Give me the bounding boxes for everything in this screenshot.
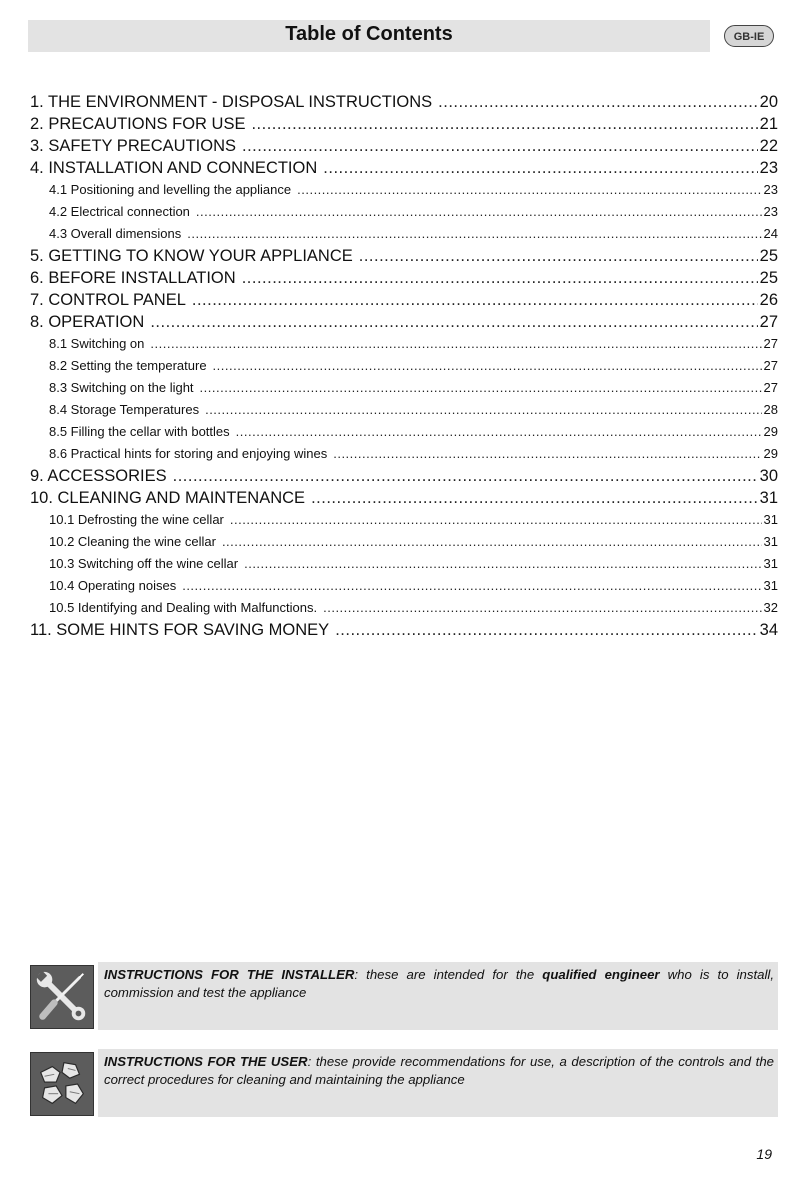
toc-entry [30,333,778,355]
toc-entry-title: 10.3 Switching off the wine cellar [49,556,239,571]
toc-entry [30,267,778,289]
toc-entry-title: 8.5 Filling the cellar with bottles [49,424,230,439]
toc-leader-dots [244,553,761,575]
toc-entry-title: 9. ACCESSORIES [30,467,167,485]
toc-entry [30,553,778,575]
toc-entry-title: 8.4 Storage Temperatures [49,402,200,417]
toc-entry-title: 10.1 Defrosting the wine cellar [49,512,224,527]
toc-entry-page: 31 [759,489,778,507]
installer-text-b: who is to install, commission and test the appliance [104,967,775,1000]
toc-entry [30,597,778,619]
toc-entry [30,619,778,641]
toc-leader-dots [200,377,762,399]
toc-leader-dots [359,245,758,267]
installer-instructions-box [98,962,778,1030]
toc-entry-title: 8. OPERATION [30,313,145,331]
toc-entry [30,421,778,443]
toc-leader-dots [333,443,761,465]
toc-entry-page: 21 [759,115,778,133]
toc-leader-dots [242,135,758,157]
toc-entry-title: 10.5 Identifying and Dealing with Malfunctions. [49,600,318,615]
toc-entry-title: 8.1 Switching on [49,336,145,351]
toc-entry-page: 31 [763,556,778,571]
toc-entry-title: 6. BEFORE INSTALLATION [30,269,236,287]
language-badge: GB-IE [724,25,774,47]
toc-entry-page: 29 [763,446,778,461]
toc-entry [30,201,778,223]
toc-entry-page: 30 [759,467,778,485]
toc-leader-dots [311,487,758,509]
toc-leader-dots [242,267,758,289]
toc-entry [30,179,778,201]
toc-entry-page: 23 [763,204,778,219]
user-instructions-box [98,1049,778,1117]
toc-entry-title: 2. PRECAUTIONS FOR USE [30,115,246,133]
toc-entry-page: 31 [763,512,778,527]
toc-leader-dots [236,421,762,443]
toc-entry-page: 28 [763,402,778,417]
toc-entry-page: 22 [759,137,778,155]
toc-leader-dots [438,91,757,113]
toc-leader-dots [150,311,757,333]
toc-leader-dots [205,399,761,421]
toc-leader-dots [251,113,757,135]
toc-leader-dots [213,355,762,377]
toc-entry [30,91,778,113]
toc-entry [30,575,778,597]
tools-icon [30,965,94,1029]
toc-leader-dots [323,157,757,179]
toc-entry-page: 34 [759,621,778,639]
toc-entry-title: 8.3 Switching on the light [49,380,194,395]
toc-entry [30,245,778,267]
toc-entry-page: 27 [763,380,778,395]
toc-entry-page: 20 [759,93,778,111]
toc-leader-dots [222,531,762,553]
toc-entry [30,289,778,311]
toc-entry-title: 1. THE ENVIRONMENT - DISPOSAL INSTRUCTIONS [30,93,433,111]
toc-leader-dots [192,289,758,311]
toc-entry [30,113,778,135]
user-text: : these provide recommendations for use, a description of the controls and the correct procedures for cleaning and maintaining the appliance [104,1054,775,1087]
toc-entry-title: 10. CLEANING AND MAINTENANCE [30,489,306,507]
toc-entry [30,443,778,465]
toc-entry [30,311,778,333]
toc-entry [30,399,778,421]
toc-leader-dots [335,619,757,641]
toc-entry-title: 8.2 Setting the temperature [49,358,207,373]
toc-leader-dots [173,465,758,487]
toc-entry-page: 32 [763,600,778,615]
toc-leader-dots [150,333,761,355]
toc-entry [30,355,778,377]
toc-leader-dots [323,597,761,619]
toc-entry-page: 23 [763,182,778,197]
toc-entry-title: 8.6 Practical hints for storing and enjoying wines [49,446,328,461]
toc-entry-title: 5. GETTING TO KNOW YOUR APPLIANCE [30,247,353,265]
page-number: 19 [756,1146,772,1162]
toc-entry-page: 27 [763,358,778,373]
toc-entry-page: 29 [763,424,778,439]
page-title: Table of Contents [285,23,453,45]
toc-leader-dots [230,509,762,531]
toc-entry-page: 27 [759,313,778,331]
toc-entry-title: 10.2 Cleaning the wine cellar [49,534,216,549]
toc-entry [30,223,778,245]
toc-entry-page: 26 [759,291,778,309]
toc-entry-page: 23 [759,159,778,177]
toc-entry-title: 7. CONTROL PANEL [30,291,186,309]
toc-entry [30,509,778,531]
toc-entry-title: 3. SAFETY PRECAUTIONS [30,137,236,155]
toc-entry-page: 25 [759,269,778,287]
toc-entry [30,465,778,487]
toc-entry [30,135,778,157]
header-bar [28,20,710,52]
toc-leader-dots [297,179,761,201]
toc-entry-page: 27 [763,336,778,351]
installer-text-a: : these are intended for the [354,967,543,982]
installer-heading: INSTRUCTIONS FOR THE INSTALLER [104,967,355,982]
toc-entry-title: 4.2 Electrical connection [49,204,190,219]
toc-entry-title: 4.1 Positioning and levelling the appliance [49,182,292,197]
table-of-contents [30,91,778,641]
installer-emphasis: qualified engineer [542,967,660,982]
toc-entry-page: 31 [763,534,778,549]
toc-entry-title: 11. SOME HINTS FOR SAVING MONEY [30,621,330,639]
toc-entry-page: 25 [759,247,778,265]
user-heading: INSTRUCTIONS FOR THE USER [104,1054,308,1069]
toc-entry [30,377,778,399]
toc-entry-page: 24 [763,226,778,241]
toc-entry [30,531,778,553]
toc-entry-title: 10.4 Operating noises [49,578,177,593]
toc-leader-dots [187,223,761,245]
toc-entry-title: 4.3 Overall dimensions [49,226,182,241]
toc-entry-page: 31 [763,578,778,593]
toc-entry [30,157,778,179]
toc-leader-dots [196,201,762,223]
toc-leader-dots [182,575,761,597]
user-instructions-icon [30,1052,94,1116]
toc-entry-title: 4. INSTALLATION AND CONNECTION [30,159,318,177]
toc-entry [30,487,778,509]
